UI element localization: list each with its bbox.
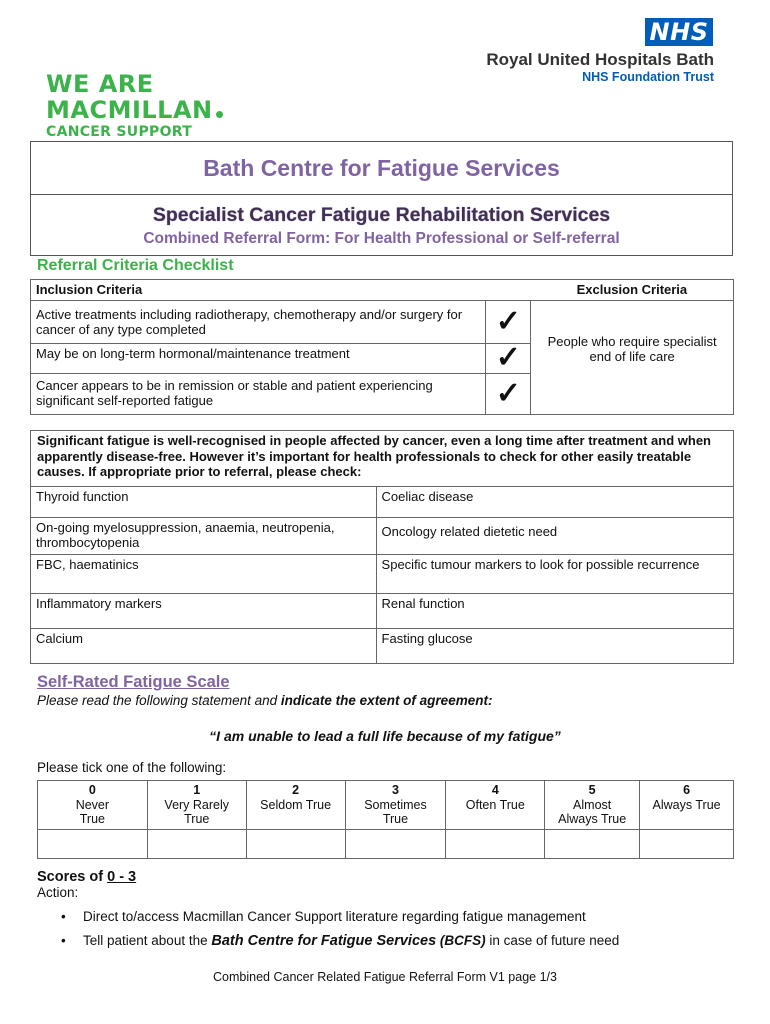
scale-option-number: 6: [683, 783, 691, 797]
scale-option-2: [246, 781, 345, 830]
inclusion-header: Inclusion Criteria: [31, 280, 486, 301]
scale-tick-cell[interactable]: [246, 829, 345, 858]
check-item: Thyroid function: [31, 486, 377, 517]
inclusion-item: Active treatments including radiotherapy, chemotherapy and/or surgery for cancer of any type completed: [31, 300, 486, 343]
scale-option-number: 2: [292, 783, 300, 797]
inclusion-item: May be on long-term hormonal/maintenance treatment: [31, 343, 486, 373]
scale-heading: Self-Rated Fatigue Scale: [37, 673, 230, 691]
scale-table: [37, 780, 734, 859]
bcfs-name: Bath Centre for Fatigue Services: [211, 933, 437, 949]
scale-option-number: 1: [193, 783, 201, 797]
scale-option-label: Seldom True: [260, 797, 332, 812]
scale-option-number: 4: [491, 783, 499, 797]
exclusion-header: Exclusion Criteria: [531, 280, 734, 301]
page-subtitle: Specialist Cancer Fatigue Rehabilitation Services: [152, 204, 611, 226]
criteria-table: [30, 279, 734, 415]
check-item: Coeliac disease: [376, 486, 733, 517]
page-title: Bath Centre for Fatigue Services: [203, 155, 560, 181]
scores-heading-text: Scores of: [37, 869, 108, 885]
scores-action: Action:: [37, 885, 79, 900]
scale-option-number: 5: [588, 783, 596, 797]
exclusion-item: People who require specialist end of life care: [531, 300, 734, 414]
list-item: • Direct to/access Macmillan Cancer Support literature regarding fatigue management: [37, 909, 737, 924]
bullet-text: in case of future need: [485, 933, 620, 948]
scale-option-5: [545, 781, 640, 830]
scale-tick-cell[interactable]: [640, 829, 734, 858]
scale-option-3: [345, 781, 446, 830]
form-title: Combined Referral Form: For Health Professional or Self-referral: [143, 230, 620, 247]
scale-option-1: [147, 781, 246, 830]
macmillan-logo: [46, 72, 223, 139]
scale-option-6: [640, 781, 734, 830]
scale-option-label: Always True: [652, 797, 721, 812]
causes-table: [30, 430, 734, 664]
checkmark-icon[interactable]: ✓: [486, 343, 531, 373]
scale-option-0: [38, 781, 148, 830]
bullet-text: Tell patient about the: [83, 933, 212, 948]
scale-option-label: Almost Always True: [558, 797, 627, 826]
scale-option-label: Very Rarely True: [164, 797, 230, 826]
macmillan-dot-icon: [216, 111, 223, 118]
org-subtitle: NHS Foundation Trust: [582, 70, 714, 84]
check-item: Oncology related dietetic need: [376, 517, 733, 554]
scale-instruction-emphasis: indicate the extent of agreement:: [280, 693, 493, 708]
check-item: Renal function: [376, 593, 733, 628]
inclusion-item: Cancer appears to be in remission or stable and patient experiencing significant self-reported fatigue: [31, 373, 486, 414]
scale-instruction: [37, 693, 492, 708]
checklist-heading: Referral Criteria Checklist: [37, 257, 234, 274]
check-item: Specific tumour markers to look for possible recurrence: [376, 554, 733, 593]
bcfs-abbr: (BCFS): [436, 933, 486, 948]
list-item: [37, 933, 737, 949]
tick-prompt: Please tick one of the following:: [37, 760, 227, 775]
scale-option-label: Never True: [75, 797, 110, 826]
title-box: [30, 141, 733, 194]
scale-option-number: 0: [88, 783, 96, 797]
macmillan-logo-line2: MACMILLAN: [46, 96, 213, 124]
fatigue-note: Significant fatigue is well-recognised in people affected by cancer, even a long time after treatment and when apparently disease-free. However it’s important for health professionals to check for other easily treatable causes. If appropriate prior to referral, please check:: [31, 431, 734, 487]
checkmark-icon[interactable]: ✓: [486, 373, 531, 414]
action-list: [37, 909, 737, 958]
macmillan-logo-line1: WE ARE: [46, 70, 154, 98]
scale-tick-cell[interactable]: [446, 829, 545, 858]
page-footer: Combined Cancer Related Fatigue Referral Form V1 page 1/3: [213, 970, 557, 984]
check-item: Calcium: [31, 628, 377, 663]
check-item: FBC, haematinics: [31, 554, 377, 593]
scale-tick-cell[interactable]: [38, 829, 148, 858]
check-item: Inflammatory markers: [31, 593, 377, 628]
check-item: On-going myelosuppression, anaemia, neutropenia, thrombocytopenia: [31, 517, 377, 554]
scale-option-number: 3: [391, 783, 399, 797]
scale-option-4: [446, 781, 545, 830]
scale-instruction-text: Please read the following statement and: [37, 693, 281, 708]
nhs-logo: NHS: [645, 18, 713, 46]
subtitle-box: [30, 194, 733, 256]
scale-option-label: Often True: [465, 797, 525, 812]
checkmark-icon[interactable]: ✓: [486, 300, 531, 343]
macmillan-logo-line3: CANCER SUPPORT: [46, 124, 193, 140]
scores-heading: [37, 869, 136, 885]
check-item: Fasting glucose: [376, 628, 733, 663]
org-name: Royal United Hospitals Bath: [486, 50, 714, 69]
scale-tick-cell[interactable]: [545, 829, 640, 858]
scale-tick-cell[interactable]: [147, 829, 246, 858]
scores-range: 0 - 3: [107, 869, 137, 885]
scale-statement: “I am unable to lead a full life because of my fatigue”: [209, 728, 561, 744]
scale-option-label: Sometimes True: [364, 797, 427, 826]
scale-tick-cell[interactable]: [345, 829, 446, 858]
